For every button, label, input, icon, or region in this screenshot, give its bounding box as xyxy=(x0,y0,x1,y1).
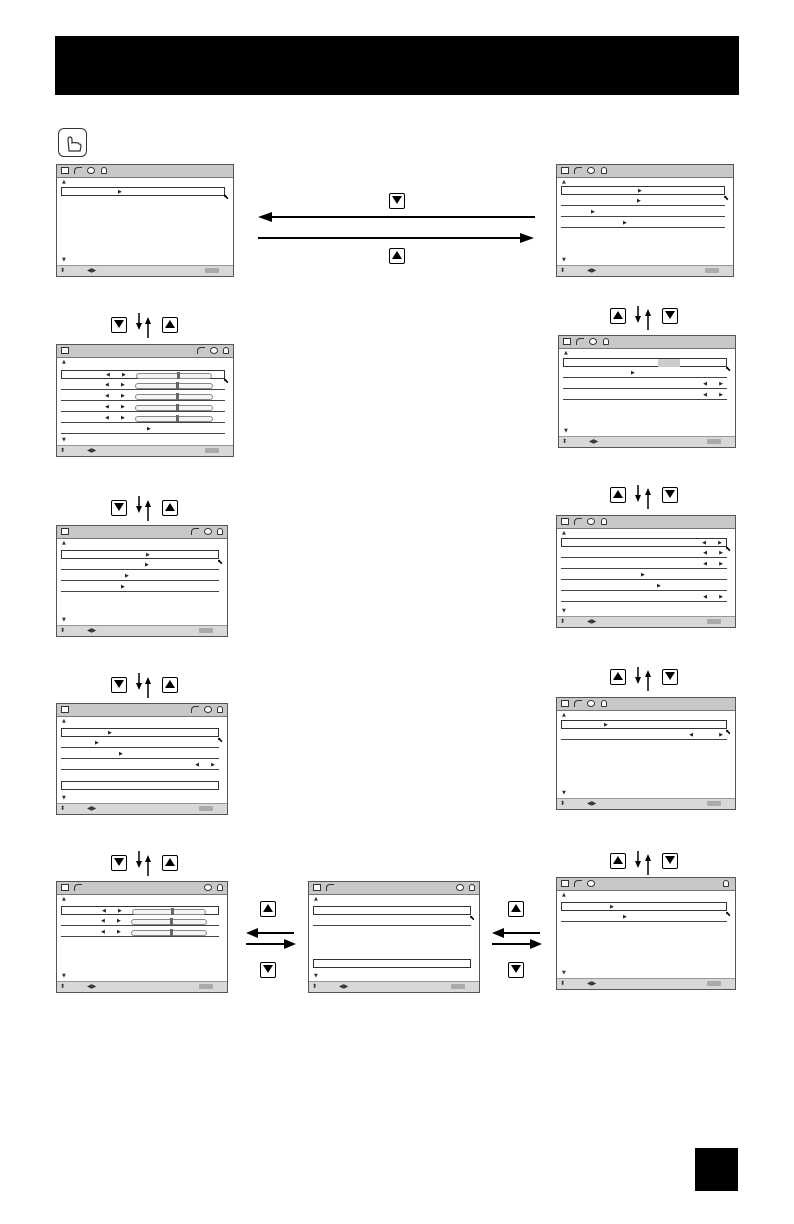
tuning-tab-icon xyxy=(574,700,582,707)
bottom-bar: ⬍ ◀▶ xyxy=(557,978,735,989)
scroll-up-indicator: ▲ xyxy=(62,359,66,365)
bottom-bar: ⬍ ◀▶ xyxy=(57,803,227,814)
menu-row[interactable] xyxy=(313,959,471,968)
icon-bar xyxy=(557,516,735,529)
up-button-icon xyxy=(260,901,276,917)
scroll-down-indicator: ▼ xyxy=(562,790,566,796)
menu-screen-8 xyxy=(556,697,736,810)
hand-press-icon xyxy=(58,128,87,157)
down-button-icon xyxy=(260,962,276,978)
menu-screen-10 xyxy=(308,881,480,993)
lock-tab-icon xyxy=(217,884,223,891)
tuning-tab-icon xyxy=(191,706,199,713)
up-button-icon xyxy=(610,308,626,324)
return-indicator: ⬉ xyxy=(223,193,229,201)
menu-row[interactable]: ▶ xyxy=(61,583,219,592)
tuning-tab-icon xyxy=(74,167,82,174)
menu-screen-4 xyxy=(558,335,736,448)
bottom-bar: ⬍ ◀▶ xyxy=(57,625,227,636)
clock-tab-icon xyxy=(456,884,464,891)
icon-bar xyxy=(309,882,479,895)
menu-row[interactable]: ▶ xyxy=(561,186,725,195)
up-button-icon xyxy=(162,855,178,871)
tuning-tab-icon xyxy=(74,884,82,891)
clock-tab-icon xyxy=(204,884,212,891)
menu-tab-icon xyxy=(61,347,69,354)
menu-row[interactable]: ▶ xyxy=(561,219,725,228)
down-button-icon xyxy=(508,962,524,978)
scroll-up-indicator: ▲ xyxy=(62,540,66,546)
menu-screen-11 xyxy=(556,877,736,990)
lock-tab-icon xyxy=(223,347,229,354)
lock-tab-icon xyxy=(601,518,607,525)
clock-tab-icon xyxy=(587,518,595,525)
menu-screen-6 xyxy=(556,515,736,628)
down-button-icon xyxy=(662,669,678,685)
menu-screen-2 xyxy=(556,164,734,277)
menu-tab-icon xyxy=(313,884,321,891)
menu-tab-icon xyxy=(61,528,69,535)
menu-row[interactable]: ▶ xyxy=(61,572,219,581)
menu-row[interactable]: ▶ xyxy=(61,728,219,737)
scroll-up-indicator: ▲ xyxy=(62,179,66,185)
up-button-icon xyxy=(508,901,524,917)
bottom-bar: ⬍ ◀▶ xyxy=(309,981,479,992)
return-indicator: ⬉ xyxy=(217,736,223,744)
menu-row[interactable]: ▶ xyxy=(61,187,225,196)
tuning-tab-icon xyxy=(191,528,199,535)
menu-tab-icon xyxy=(61,706,69,713)
down-button-icon xyxy=(662,853,678,869)
scroll-up-indicator: ▲ xyxy=(562,712,566,718)
menu-tab-icon xyxy=(61,884,69,891)
icon-bar xyxy=(57,704,227,717)
tuning-tab-icon xyxy=(574,518,582,525)
icon-bar xyxy=(557,878,735,891)
clock-tab-icon xyxy=(210,347,218,354)
menu-row[interactable]: ▶ xyxy=(561,208,725,217)
lock-tab-icon xyxy=(217,706,223,713)
lock-tab-icon xyxy=(101,167,107,174)
scroll-up-indicator: ▲ xyxy=(314,896,318,902)
scroll-up-indicator: ▲ xyxy=(562,892,566,898)
lock-tab-icon xyxy=(217,528,223,535)
menu-row[interactable]: ▶ xyxy=(61,750,219,759)
scroll-up-indicator: ▲ xyxy=(562,179,566,185)
up-button-icon xyxy=(162,500,178,516)
up-button-icon xyxy=(610,669,626,685)
menu-tab-icon xyxy=(561,167,569,174)
menu-tab-icon xyxy=(561,518,569,525)
bottom-bar: ⬍ ◀▶ xyxy=(557,265,733,276)
tuning-tab-icon xyxy=(197,347,205,354)
scroll-down-indicator: ▼ xyxy=(314,973,318,979)
down-button-icon xyxy=(111,855,127,871)
menu-row[interactable]: ▶ xyxy=(561,902,727,911)
down-button-icon xyxy=(111,500,127,516)
up-button-icon xyxy=(162,317,178,333)
menu-row[interactable]: ◀ ▶ xyxy=(563,380,727,389)
scroll-down-indicator: ▼ xyxy=(62,795,66,801)
slider-row[interactable]: ◀ ▶ xyxy=(61,928,219,937)
slider-row[interactable]: ◀ ▶ xyxy=(61,414,225,423)
slider-row[interactable]: ◀ ▶ xyxy=(61,381,225,390)
clock-tab-icon xyxy=(587,880,595,887)
return-indicator: ⬉ xyxy=(723,194,729,202)
slider-row[interactable]: ◀ ▶ xyxy=(61,906,219,915)
scroll-down-indicator: ▼ xyxy=(562,970,566,976)
clock-tab-icon xyxy=(204,706,212,713)
icon-bar xyxy=(557,165,733,178)
return-indicator: ⬉ xyxy=(217,558,223,566)
return-indicator: ⬉ xyxy=(725,728,731,736)
menu-row[interactable]: ▶ xyxy=(561,197,725,206)
lock-tab-icon xyxy=(469,884,475,891)
menu-row[interactable]: ◀ ▶ xyxy=(561,538,727,547)
scroll-up-indicator: ▲ xyxy=(62,718,66,724)
menu-row[interactable] xyxy=(313,906,471,915)
down-button-icon xyxy=(662,308,678,324)
bottom-bar: ⬍ ◀▶ xyxy=(559,436,735,447)
slider-row[interactable]: ◀ ▶ xyxy=(61,917,219,926)
scroll-down-indicator: ▼ xyxy=(564,428,568,434)
menu-row[interactable]: ▶ xyxy=(563,369,727,378)
scroll-down-indicator: ▼ xyxy=(562,608,566,614)
menu-row[interactable]: ▶ xyxy=(61,561,219,570)
icon-bar xyxy=(559,336,735,349)
up-button-icon xyxy=(389,248,405,264)
lock-tab-icon xyxy=(601,700,607,707)
slider-row[interactable]: ◀ ▶ xyxy=(61,370,225,379)
up-button-icon xyxy=(162,677,178,693)
lock-tab-icon xyxy=(723,880,729,887)
menu-row[interactable]: ▶ xyxy=(561,720,727,729)
down-button-icon xyxy=(389,193,405,209)
scroll-down-indicator: ▼ xyxy=(62,437,66,443)
slider-row[interactable]: ◀ ▶ xyxy=(61,403,225,412)
menu-row[interactable]: ▶ xyxy=(61,550,219,559)
menu-row[interactable] xyxy=(313,917,471,926)
menu-row[interactable]: ◀ ▶ xyxy=(561,731,727,740)
icon-bar xyxy=(57,882,227,895)
down-button-icon xyxy=(662,487,678,503)
icon-bar xyxy=(57,345,233,358)
icon-bar xyxy=(57,526,227,539)
menu-row[interactable]: ▶ xyxy=(561,571,727,580)
bottom-bar: ⬍ ◀▶ xyxy=(57,265,233,276)
scroll-up-indicator: ▲ xyxy=(564,350,568,356)
lock-tab-icon xyxy=(601,167,607,174)
menu-row[interactable]: ◀ ▶ xyxy=(61,761,219,770)
picture-adjust-screen xyxy=(56,344,234,457)
tuning-tab-icon xyxy=(576,338,584,345)
menu-tab-icon xyxy=(561,700,569,707)
slider-row[interactable]: ◀ ▶ xyxy=(61,392,225,401)
return-indicator: ⬉ xyxy=(725,910,731,918)
lock-tab-icon xyxy=(603,338,609,345)
menu-screen-7 xyxy=(56,703,228,815)
menu-row[interactable]: ◀ ▶ xyxy=(561,549,727,558)
bottom-bar: ⬍ ◀▶ xyxy=(557,798,735,809)
menu-row[interactable]: ◀ ▶ xyxy=(563,391,727,400)
tuning-tab-icon xyxy=(326,884,334,891)
clock-tab-icon xyxy=(87,167,95,174)
clock-tab-icon xyxy=(587,700,595,707)
bottom-bar: ⬍ ◀▶ xyxy=(557,616,735,627)
down-button-icon xyxy=(111,677,127,693)
tuning-tab-icon xyxy=(574,167,582,174)
icon-bar xyxy=(57,165,233,178)
scroll-down-indicator: ▼ xyxy=(62,257,66,263)
menu-row[interactable]: ▶ xyxy=(561,582,727,591)
menu-tab-icon xyxy=(563,338,571,345)
down-button-icon xyxy=(111,317,127,333)
scroll-down-indicator: ▼ xyxy=(62,973,66,979)
tuning-tab-icon xyxy=(574,880,582,887)
clock-tab-icon xyxy=(204,528,212,535)
return-indicator: ⬉ xyxy=(725,365,731,373)
menu-screen-1 xyxy=(56,164,234,277)
clock-tab-icon xyxy=(589,338,597,345)
scroll-up-indicator: ▲ xyxy=(62,896,66,902)
menu-tab-icon xyxy=(61,167,69,174)
clock-tab-icon xyxy=(587,167,595,174)
menu-tab-icon xyxy=(561,880,569,887)
scroll-up-indicator: ▲ xyxy=(562,530,566,536)
header-bar xyxy=(55,36,739,95)
menu-row[interactable]: ◀ ▶ xyxy=(561,593,727,602)
icon-bar xyxy=(557,698,735,711)
up-button-icon xyxy=(610,487,626,503)
return-indicator: ⬉ xyxy=(725,545,731,553)
return-indicator: ⬉ xyxy=(469,914,475,922)
return-indicator: ⬉ xyxy=(223,377,229,385)
scroll-down-indicator: ▼ xyxy=(562,257,566,263)
page-number-box xyxy=(695,1148,738,1191)
menu-row[interactable]: ▶ xyxy=(61,425,225,434)
up-button-icon xyxy=(610,853,626,869)
bottom-bar: ⬍ ◀▶ xyxy=(57,981,227,992)
menu-row[interactable] xyxy=(61,781,219,790)
menu-row[interactable]: ▶ xyxy=(61,739,219,748)
scroll-down-indicator: ▼ xyxy=(62,617,66,623)
menu-screen-5 xyxy=(56,525,228,637)
menu-row[interactable]: ▶ xyxy=(561,913,727,922)
menu-screen-9 xyxy=(56,881,228,993)
bottom-bar: ⬍ ◀▶ xyxy=(57,445,233,456)
menu-row[interactable]: ◀ ▶ xyxy=(561,560,727,569)
menu-row[interactable] xyxy=(563,358,727,367)
